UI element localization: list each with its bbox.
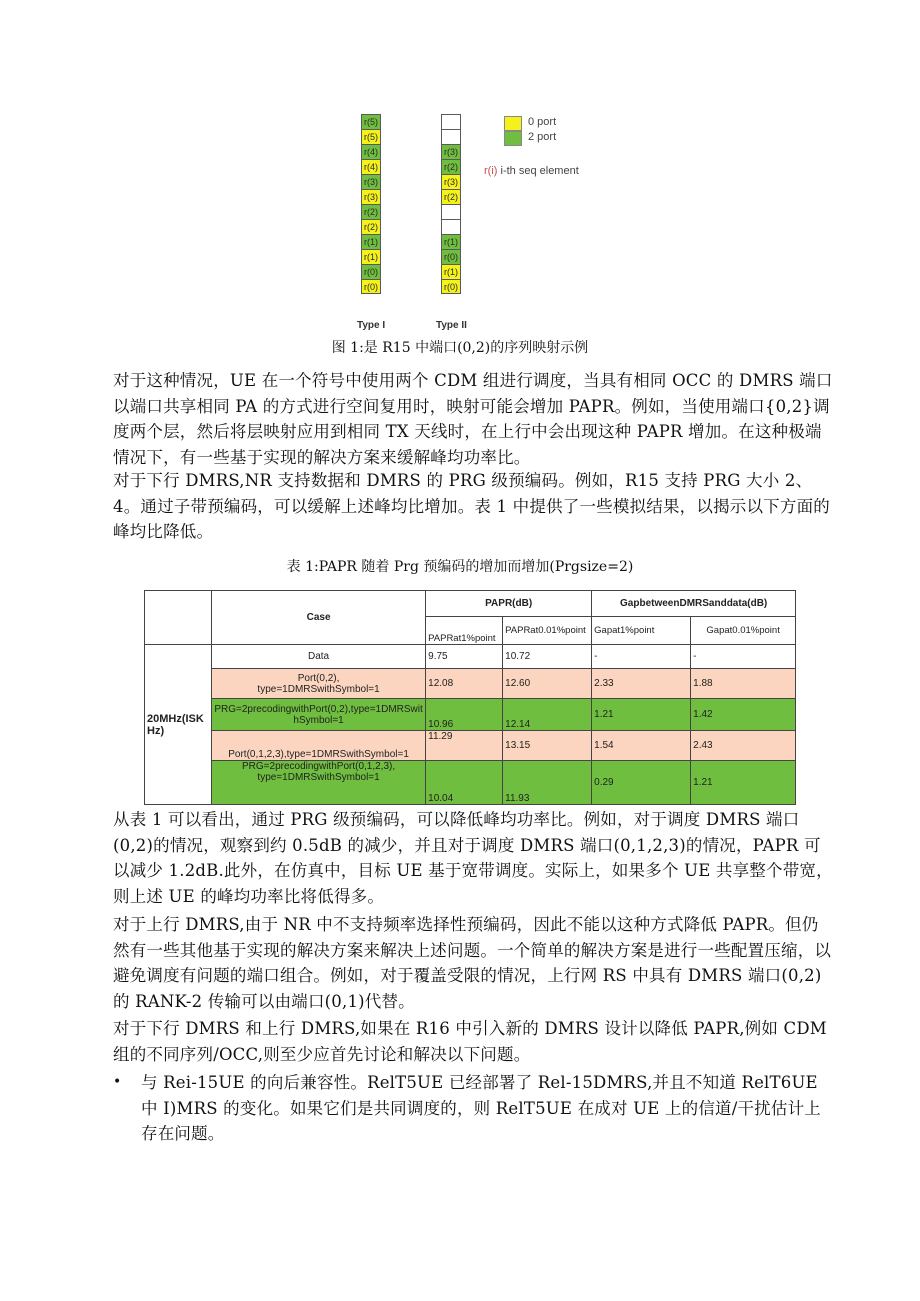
type2-cell: r(0) [441,279,461,294]
sub-header-papr-1: PAPRat1%point [426,617,503,645]
legend-port0-swatch [504,116,522,131]
type1-cell: r(4) [361,159,381,174]
row-case: Port(0,1,2,3),type=1DMRSwithSymbol=1 [212,731,426,761]
sub-header-gap-1: Gapat1%point [592,617,691,645]
type2-column [441,114,461,294]
row-case: PRG=2precodingwithPort(0,1,2,3), type=1DMRSwithSymbol=1 [212,761,426,805]
row-value: 13.15 [503,731,592,761]
row-value: 10.96 [426,699,503,731]
type2-cell: r(1) [441,234,461,249]
row-case: Port(0,2), type=1DMRSwithSymbol=1 [212,669,426,699]
papr-header: PAPR(dB) [426,591,592,617]
group-label: 20MHz(ISKHz) [145,645,212,805]
type2-cell: r(3) [441,174,461,189]
row-value: 1.21 [592,699,691,731]
row-case: Data [212,645,426,669]
type1-cell: r(2) [361,204,381,219]
row-value: 1.88 [691,669,796,699]
row-value: - [691,645,796,669]
gap-header: GapbetweenDMRSanddata(dB) [592,591,796,617]
legend-port2-swatch [504,131,522,146]
table-row [145,699,796,731]
sequence-mapping-figure [0,0,920,340]
row-value: 2.43 [691,731,796,761]
type1-cell: r(4) [361,144,381,159]
type2-cell [441,219,461,234]
papr-results-table [144,590,796,805]
paragraph-5: 对于下行 DMRS 和上行 DMRS,如果在 R16 中引入新的 DMRS 设计以降低 PAPR,例如 CDM 组的不同序列/OCC,则至少应首先讨论和解决以下问题。 [113,1019,827,1064]
row-value: - [592,645,691,669]
legend-port0-label: 0 port [528,116,557,128]
figure-caption: 图 1:是 R15 中端口(0,2)的序列映射示例 [331,340,589,356]
row-value: 11.29 [426,731,503,761]
paragraph-1: 对于这种情况，UE 在一个符号中使用两个 CDM 组进行调度，当具有相同 OCC 的 DMRS 端口以端口共享相同 PA 的方式进行空间复用时，映射可能会增加 PAPR。例如，当使用端口{0,2}调度两个层，然后将层映射应用到相同 TX 天线时，在上行中会出现这种 PAPR 增加。在这种极端情况下，有一些基于实现的解决方案来缓解峰均功率比。 [113,371,833,467]
table-caption: 表 1:PAPR 随着 Prg 预编码的增加而增加(Prgsize=2) [286,559,634,575]
row-value: 10.72 [503,645,592,669]
row-case: PRG=2precodingwithPort(0,2),type=1DMRSwithSymbol=1 [212,699,426,731]
paragraph-4: 对于上行 DMRS,由于 NR 中不支持频率选择性预编码，因此不能以这种方式降低 PAPR。但仍然有一些其他基于实现的解决方案来解决上述问题。一个简单的解决方案是进行一些配置压缩，以避免调度有问题的端口组合。例如，对于覆盖受限的情况，上行网 RS 中具有 DMRS 端口(0,2)的 RANK-2 传输可以由端口(0,1)代替。 [113,915,832,1011]
type1-cell: r(1) [361,234,381,249]
type2-cell: r(2) [441,159,461,174]
row-value: 1.21 [691,761,796,805]
type1-cell: r(3) [361,189,381,204]
table-row [145,731,796,761]
table-corner-cell [145,591,212,645]
row-value: 12.60 [503,669,592,699]
type1-cell: r(3) [361,174,381,189]
bullet-marker: • [113,1074,122,1090]
table-row [145,645,796,669]
type1-cell: r(2) [361,219,381,234]
type2-cell: r(2) [441,189,461,204]
type1-cell: r(5) [361,114,381,129]
type1-cell: r(0) [361,279,381,294]
row-value: 9.75 [426,645,503,669]
sub-header-papr-001: PAPRat0.01%point [503,617,592,645]
row-value: 11.93 [503,761,592,805]
row-value: 2.33 [592,669,691,699]
type2-cell: r(3) [441,144,461,159]
row-value: 10.04 [426,761,503,805]
paragraph-3: 从表 1 可以看出，通过 PRG 级预编码，可以降低峰均功率比。例如，对于调度 DMRS 端口(0,2)的情况，观察到约 0.5dB 的减少，并且对于调度 DMRS 端口(0,1,2,3)的情况，PAPR 可以减少 1.2dB.此外，在仿真中，目标 UE 基于宽带调度。实际上，如果多个 UE 共享整个带宽，则上述 UE 的峰均功率比将低得多。 [113,810,833,906]
case-header: Case [212,591,426,645]
type1-cell: r(0) [361,264,381,279]
type1-cell: r(5) [361,129,381,144]
type2-cell [441,114,461,129]
row-value: 12.08 [426,669,503,699]
type1-label: Type I [357,320,386,331]
legend-element [484,165,579,177]
type2-label: Type II [436,320,467,331]
sub-header-gap-001: Gapat0.01%point [691,617,796,645]
bullet-item: 与 Rei-15UE 的向后兼容性。RelT5UE 已经部署了 Rel-15DMRS,并且不知道 RelT6UE 中 I)MRS 的变化。如果它们是共同调度的，则 RelT5UE 在成对 UE 上的信道/干扰估计上存在问题。 [141,1073,821,1143]
paragraph-2: 对于下行 DMRS,NR 支持数据和 DMRS 的 PRG 级预编码。例如，R15 支持 PRG 大小 2、4。通过子带预编码，可以缓解上述峰均比增加。表 1 中提供了一些模拟结果，以揭示以下方面的峰均比降低。 [113,471,830,541]
type1-column [361,114,381,294]
row-value: 12.14 [503,699,592,731]
row-value: 1.42 [691,699,796,731]
legend-element-text: i-th seq element [500,165,579,177]
legend-element-prefix: r(i) [484,165,498,177]
type2-cell [441,204,461,219]
table-row [145,761,796,805]
type1-cell: r(1) [361,249,381,264]
type2-cell [441,129,461,144]
table-row [145,669,796,699]
row-value: 0.29 [592,761,691,805]
legend-port2-label: 2 port [528,131,557,143]
type2-cell: r(0) [441,249,461,264]
row-value: 1.54 [592,731,691,761]
type2-cell: r(1) [441,264,461,279]
